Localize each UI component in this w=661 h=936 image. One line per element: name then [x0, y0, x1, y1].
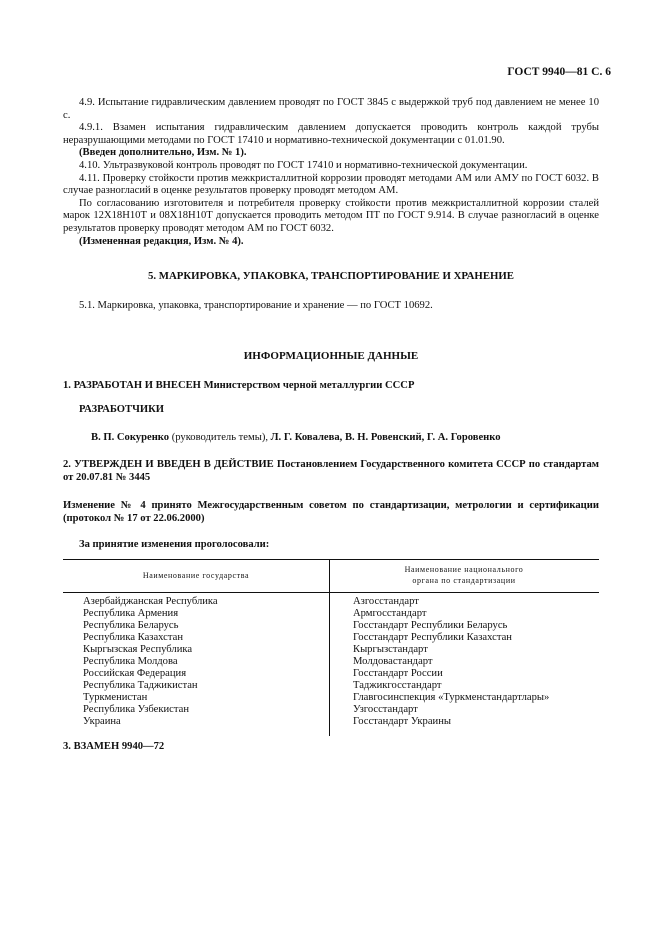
amendment-note-4: (Измененная редакция, Изм. № 4).	[79, 235, 244, 247]
clause-4-body	[63, 97, 599, 248]
table-header-body-line2: органа по стандартизации	[412, 576, 516, 585]
table-row-body: Армгосстандарт	[353, 608, 427, 619]
info-item-1: 1. РАЗРАБОТАН И ВНЕСЕН Министерством черной металлургии СССР	[63, 380, 415, 391]
paragraph-4-10: 4.10. Ультразвуковой контроль проводят по ГОСТ 17410 и нормативно-технической документации.	[79, 159, 528, 171]
table-row-body: Молдовастандарт	[353, 656, 433, 667]
table-row-state: Азербайджанская Республика	[83, 596, 218, 607]
table-top-rule	[63, 559, 599, 560]
table-row-state: Республика Таджикистан	[83, 680, 198, 691]
table-row-body: Азгосстандарт	[353, 596, 419, 607]
section-5-title: 5. МАРКИРОВКА, УПАКОВКА, ТРАНСПОРТИРОВАНИЕ И ХРАНЕНИЕ	[147, 270, 515, 282]
page-header: ГОСТ 9940—81 С. 6	[507, 66, 611, 78]
developers-others: Л. Г. Ковалева, В. Н. Ровенский, Г. А. Горовенко	[270, 432, 501, 443]
bodies-column	[353, 596, 549, 728]
table-row-state: Республика Узбекистан	[83, 704, 190, 715]
table-row-state: Кыргызская Республика	[83, 644, 193, 655]
table-row-body: Госстандарт Республики Казахстан	[353, 632, 512, 643]
table-row-state: Республика Молдова	[83, 656, 178, 667]
table-header-body-line1: Наименование национального	[404, 565, 524, 574]
developer-lead: В. П. Сокуренко	[91, 432, 170, 443]
table-row-state: Туркменистан	[83, 692, 148, 703]
info-item-3: 3. ВЗАМЕН 9940—72	[63, 741, 165, 752]
paragraph-4-9-1: 4.9.1. Взамен испытания гидравлическим давлением допускается проводить контроль каждой трубы неразрушающими методами по ГОСТ 17410 и нормативно-технической документации с 01.01.90.	[63, 122, 599, 146]
paragraph-4-11: 4.11. Проверку стойкости против межкристаллитной коррозии проводят методами АМ или АМУ по ГОСТ 6032. В случае разногласий в оценке результатов проверку проводят методом АМ.	[63, 172, 599, 197]
table-row-body: Главгосинспекция «Туркменстандартлары»	[353, 692, 550, 703]
table-row-state: Российская Федерация	[83, 668, 187, 679]
table-header-body	[329, 564, 599, 586]
info-item-2: 2. УТВЕРЖДЕН И ВВЕДЕН В ДЕЙСТВИЕ Постановлением Государственного комитета СССР по стандартам от 20.07.81 № 3445	[63, 459, 599, 483]
table-row-state: Украина	[83, 716, 121, 727]
developers-list	[91, 432, 611, 445]
table-row-state: Республика Казахстан	[83, 632, 184, 643]
table-row-body: Госстандарт Украины	[353, 716, 451, 727]
developers-label: РАЗРАБОТЧИКИ	[79, 404, 165, 415]
paragraph-5-1: 5.1. Маркировка, упаковка, транспортирование и хранение — по ГОСТ 10692.	[79, 300, 433, 311]
developer-lead-role: (руководитель темы),	[169, 432, 271, 443]
table-header-rule	[63, 592, 599, 593]
paragraph-4-9: 4.9. Испытание гидравлическим давлением проводят по ГОСТ 3845 с выдержкой труб под давлением не менее 10 с.	[63, 97, 599, 121]
table-row-body: Госстандарт России	[353, 668, 443, 679]
states-column	[83, 596, 218, 728]
table-header-state: Наименование государства	[142, 571, 250, 580]
table-row-body: Узгосстандарт	[353, 704, 418, 715]
change-4-note: Изменение № 4 принято Межгосударственным советом по стандартизации, метрологии и сертификации (протокол № 17 от 22.06.2000)	[63, 500, 599, 524]
table-row-body: Таджикгосстандарт	[353, 680, 442, 691]
amendment-note-1: (Введен дополнительно, Изм. № 1).	[79, 147, 247, 159]
voted-label: За принятие изменения проголосовали:	[79, 539, 270, 550]
table-row-body: Госстандарт Республики Беларусь	[353, 620, 508, 631]
table-row-state: Республика Беларусь	[83, 620, 179, 631]
table-row-state: Республика Армения	[83, 608, 179, 619]
paragraph-4-11-agreement: По согласованию изготовителя и потребителя проверку стойкости против межкристаллитной коррозии сталей марок 12Х18Н10Т и 08Х18Н10Т допускается проводить методом ПТ по ГОСТ 9.914. В случае разногласий в оценке результатов проверку проводят методом АМ по ГОСТ 6032.	[63, 197, 599, 234]
table-row-body: Кыргызстандарт	[353, 644, 428, 655]
info-title: ИНФОРМАЦИОННЫЕ ДАННЫЕ	[243, 350, 419, 362]
